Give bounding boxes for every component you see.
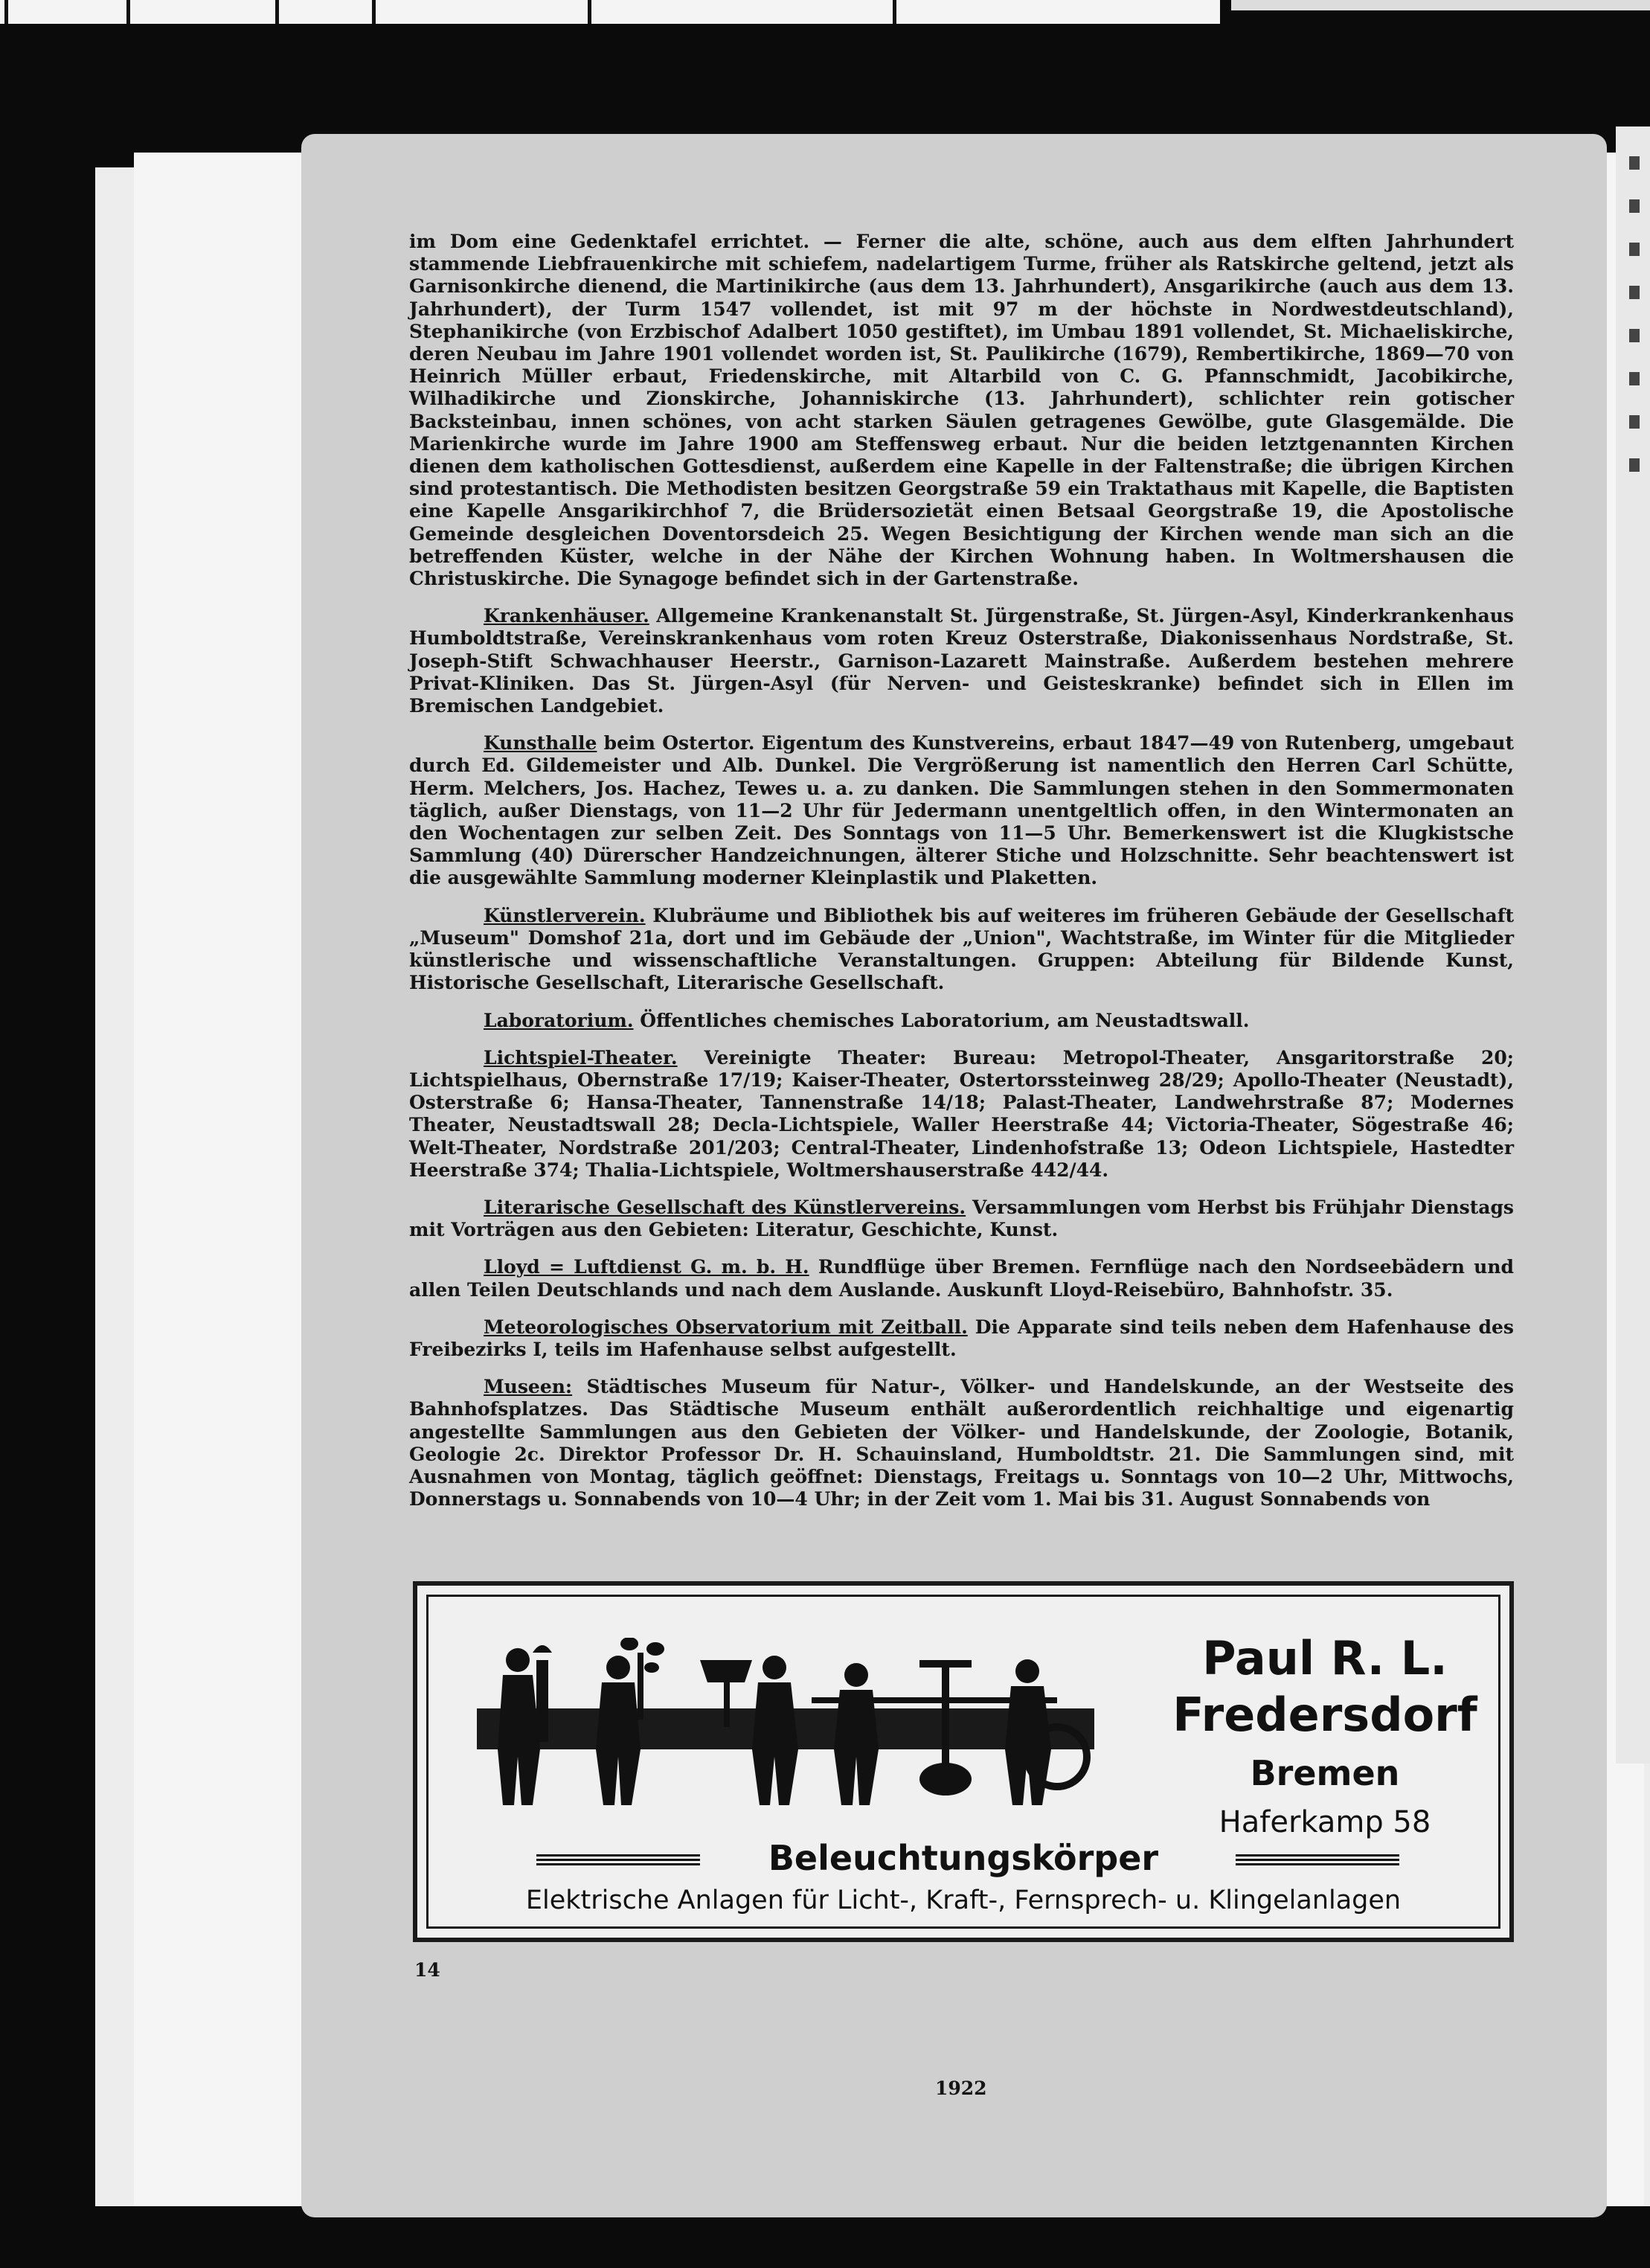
paragraph-text: im Dom eine Gedenktafel errichtet. — Ferner die alte, schöne, auch aus dem elften Jahrhundert stammende Liebfrauenkirche mit schiefem, nadelartigem Turme, früher als Ratskirche geltend, jetzt als Garnisonkirche dienend, die Martinikirche (aus dem 13. Jahrhundert), Ansgarikirche (auch aus dem 13. Jahrhundert), der Turm 1547 vollendet, ist mit 97 m der höchste in Nordwestdeutschland), Stephanikirche (von Erzbischof Adalbert 1050 gestiftet), im Umbau 1891 vollendet, St. Michaeliskirche, deren Neubau im Jahre 1901 vollendet worden ist, St. Paulikirche (1679), Rembertikirche, 1869—70 von Heinrich Müller erbaut, Friedenskirche, mit Altarbild von C. G. Pfannschmidt, Jacobikirche, Wilhadikirche und Zionskirche, Johanniskirche (13. Jahrhundert), schlichter rein gotischer Backsteinbau, innen schönes, von acht starken Säulen getragenes Gewölbe, gute Glasgemälde. Die Marienkirche wurde im Jahre 1900 am Steffensweg erbaut. Nur die beiden letztgenannten Kirchen dienen dem katholischen Gottesdienst, außerdem eine Kapelle in der Faltenstraße; die übrigen Kirchen sind protestantisch. Die Methodisten besitzen Georgstraße 59 ein Traktathaus mit Kapelle, die Baptisten eine Kapelle Ansgarikirchhof 7, die Brüdersozietät einen Betsaal Georgstraße 19, die Apostolische Gemeinde desgleichen Doventorsdeich 25. Wegen Besichtigung der Kirchen wende man sich an die betreffenden Küster, welche in der Nähe der Kirchen Wohnung haben. In Woltmershausen die Christuskirche. Die Synagoge befindet sich in der Gartenstraße. (409, 231, 1514, 590)
paragraph-heading: Laboratorium. (484, 1009, 634, 1031)
paragraph-heading: Literarische Gesellschaft des Künstlervereins. (484, 1196, 966, 1218)
paragraph-text: Klubräume und Bibliothek bis auf weiteres im früheren Gebäude der Gesellschaft „Museum" Domshof 21a, dort und im Gebäude der „Union", Wachtstraße, im Winter für die Mitglieder künstlerische und wissenschaftliche Veranstaltungen. Gruppen: Abteilung für Bildende Kunst, Historische Gesellschaft, Literarische Gesellschaft. (409, 904, 1514, 994)
paragraph-text: Versammlungen vom Herbst bis Frühjahr Dienstags mit Vorträgen aus den Gebieten: Literatur, Geschichte, Kunst. (409, 1196, 1514, 1241)
paragraph-luftdienst (409, 1256, 1514, 1301)
advertisement (413, 1581, 1514, 1942)
paragraph-text: beim Ostertor. Eigentum des Kunstvereins, erbaut 1847—49 von Rutenberg, umgebaut durch Ed. Gildemeister und Alb. Dunkel. Die Vergrößerung ist namentlich den Herren Carl Schütte, Herm. Melchers, Jos. Hachez, Tewes u. a. zu danken. Die Sammlungen stehen in den Sommermonaten täglich, außer Dienstags, von 11—2 Uhr für Jedermann unentgeltlich offen, in den Wintermonaten an den Wochentagen zur selben Zeit. Des Sonntags von 11—5 Uhr. Bemerkenswert ist die Klugkistsche Sammlung (40) Dürerscher Handzeichnungen, älterer Stiche und Holzschnitte. Sehr beachtenswert ist die ausgewählte Sammlung moderner Kleinplastik und Plaketten. (409, 732, 1514, 889)
paragraph-literarische-gesellschaft (409, 1197, 1514, 1241)
film-edge-top (0, 0, 1220, 24)
paragraph-museen (409, 1376, 1514, 1511)
advertisement-frame (426, 1595, 1500, 1929)
advertiser-street: Haferkamp 58 (1219, 1805, 1431, 1839)
paragraph-heading: Museen: (484, 1376, 573, 1398)
advertiser-name (1139, 1630, 1511, 1743)
paragraph-text: Die Apparate sind teils neben dem Hafenhause des Freibezirks I, teils im Hafenhause selbst aufgestellt. (409, 1316, 1514, 1360)
scanned-page (301, 134, 1607, 2217)
paragraph-text: Vereinigte Theater: Bureau: Metropol-Theater, Ansgaritorstraße 20; Lichtspielhaus, Obernstraße 17/19; Kaiser-Theater, Ostertorssteinweg 28/29; Apollo-Theater (Neustadt), Osterstraße 6; Hansa-Theater, Tannenstraße 14/18; Palast-Theater, Landwehrstraße 87; Modernes Theater, Neustadtswall 28; Decla-Lichtspiele, Waller Heerstraße 44; Victoria-Theater, Sögestraße 46; Welt-Theater, Nordstraße 201/203; Central-Theater, Lindenhofstraße 13; Odeon Lichtspiele, Hastedter Heerstraße 374; Thalia-Lichtspiele, Woltmershauserstraße 442/44. (409, 1046, 1514, 1181)
page-body (409, 231, 1514, 1525)
advertiser-name-line2: Fredersdorf (1172, 1688, 1477, 1742)
paragraph-kuenstlerverein (409, 905, 1514, 995)
film-edge-top-right (1231, 0, 1650, 10)
paragraph-lichtspiele (409, 1047, 1514, 1182)
decorative-lines-right (1236, 1854, 1399, 1866)
page-number: 14 (414, 1959, 440, 1981)
paragraph-text: Allgemeine Krankenanstalt St. Jürgenstraße, St. Jürgen-Asyl, Kinderkrankenhaus Humboldtstraße, Vereinskrankenhaus vom roten Kreuz Osterstraße, Diakonissenhaus Nordstraße, St. Joseph-Stift Schwachhauser Heerstr., Garnison-Lazarett Mainstraße. Außerdem bestehen mehrere Privat-Kliniken. Das St. Jürgen-Asyl (für Nerven- und Geisteskranke) befindet sich in Ellen im Bremischen Landgebiet. (409, 605, 1514, 717)
adjacent-page-edge (1616, 126, 1650, 1764)
advertiser-name-line1: Paul R. L. (1202, 1631, 1448, 1685)
page-year: 1922 (935, 2078, 987, 2099)
paragraph-observatorium (409, 1316, 1514, 1361)
paragraph-laboratorium (409, 1010, 1514, 1032)
paragraph-kunsthalle (409, 732, 1514, 889)
paragraph-churches (409, 231, 1514, 590)
paragraph-heading: Künstlerverein. (484, 904, 646, 926)
paragraph-heading: Krankenhäuser. (484, 605, 649, 627)
product-banner (428, 1833, 1498, 1886)
paragraph-heading: Lichtspiel-Theater. (484, 1046, 678, 1069)
paragraph-text: Städtisches Museum für Natur-, Völker- und Handelskunde, an der Westseite des Bahnhofsplatzes. Das Städtische Museum enthält außerordentlich reichhaltige und eigenartig angestellte Sammlungen aus den Gebieten der Völker- und Handelskunde, der Zoologie, Botanik, Geologie 2c. Direktor Professor Dr. H. Schauinsland, Humboldtstr. 21. Die Sammlungen sind, mit Ausnahmen von Montag, täglich geöffnet: Dienstags, Freitags u. Sonntags von 10—2 Uhr, Mittwochs, Donnerstags u. Sonnabends von 10—4 Uhr; in der Zeit vom 1. Mai bis 31. August Sonnabends von (409, 1376, 1514, 1511)
product-title: Beleuchtungskörper (768, 1838, 1159, 1878)
paragraph-text: Öffentliches chemisches Laboratorium, am Neustadtswall. (633, 1009, 1250, 1031)
paragraph-heading: Meteorologisches Observatorium mit Zeitball. (484, 1316, 968, 1338)
advertisement-tagline: Elektrische Anlagen für Licht-, Kraft-, Fernsprech- u. Klingelanlagen (525, 1886, 1402, 1915)
paragraph-text: Rundflüge über Bremen. Fernflüge nach den Nordseebädern und allen Teilen Deutschlands und nach dem Auslande. Auskunft Lloyd-Reisebüro, Bahnhofstr. 35. (409, 1256, 1514, 1301)
lamp-carriers-illustration (462, 1638, 1109, 1816)
paragraph-hospitals (409, 605, 1514, 717)
paragraph-heading: Kunsthalle (484, 732, 597, 755)
paragraph-heading: Lloyd = Luftdienst G. m. b. H. (484, 1256, 809, 1278)
advertiser-city: Bremen (1250, 1753, 1400, 1793)
